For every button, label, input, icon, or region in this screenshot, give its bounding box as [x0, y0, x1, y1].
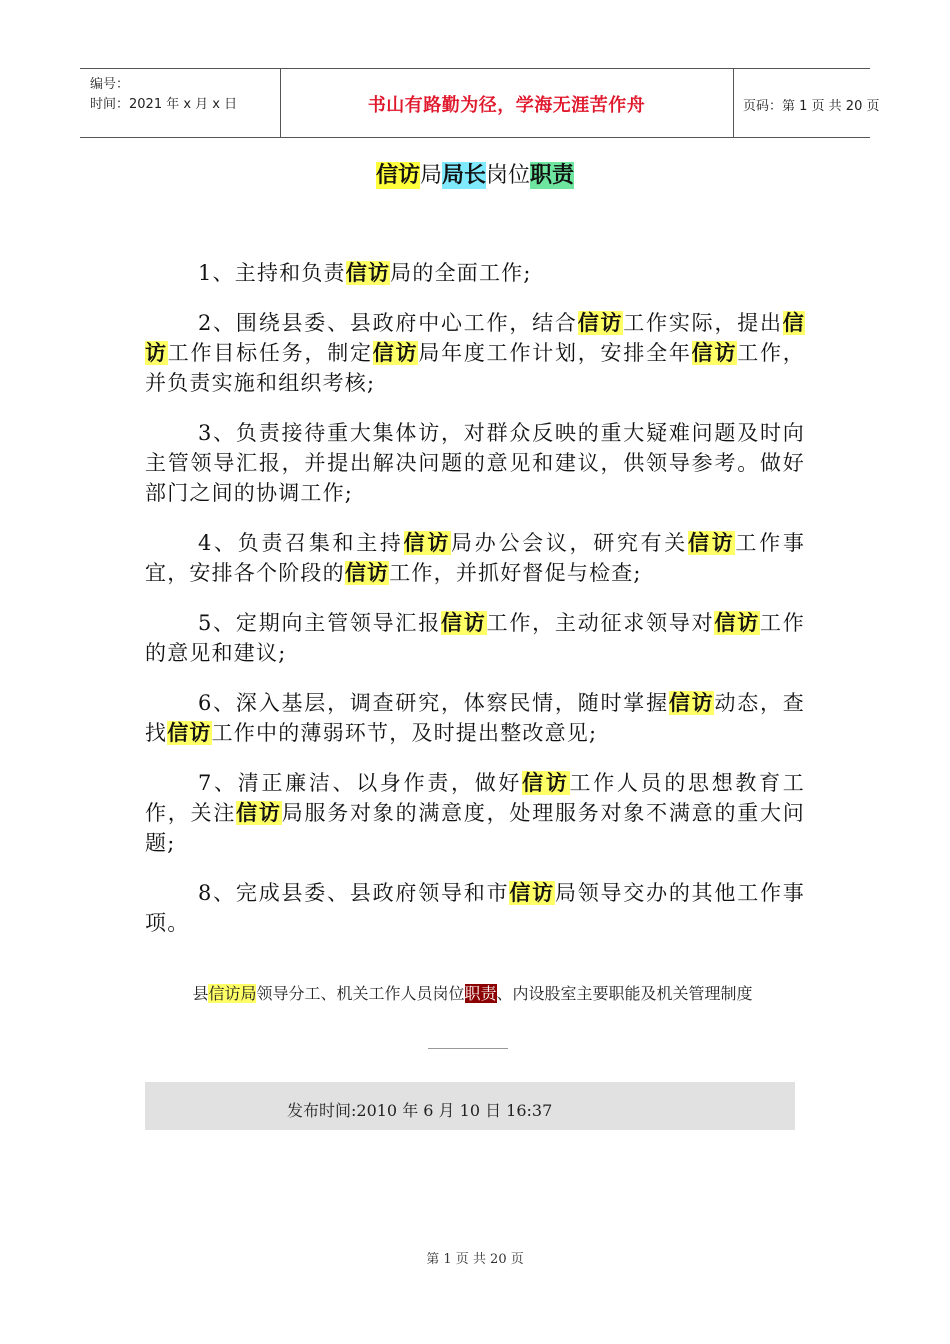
duty-text: 1、主持和负责 [198, 261, 346, 285]
duty-text: 局领导交办的其他工作事项。 [145, 881, 805, 935]
duty-text: 工作目标任务，制定 [167, 341, 373, 365]
caption-highlight-duty: 职责 [464, 984, 497, 1003]
keyword-highlight: 信访 [714, 611, 761, 635]
duty-text: 局服务对象的满意度，处理服务对象不满意的重大问题; [145, 801, 805, 855]
duty-text: 局年度工作计划，安排全年 [418, 341, 692, 365]
duty-text: 工作，并负责实施和组织考核; [145, 341, 805, 395]
header-page-cell [733, 69, 880, 137]
duty-item [145, 608, 805, 668]
duty-item [145, 528, 805, 588]
title-part-1: 信访 [375, 163, 420, 188]
related-article-caption [145, 982, 800, 1006]
publish-time: 发布时间:2010 年 6 月 10 日 16:37 [287, 1101, 553, 1120]
duty-text: 工作人员的思想教育工作，关注 [145, 771, 806, 825]
keyword-highlight: 信访 [403, 531, 452, 555]
publish-time-bar [145, 1082, 795, 1130]
duty-text: 8、完成县委、县政府领导和市 [198, 881, 510, 905]
duty-item [145, 878, 805, 938]
header-motto-cell [280, 69, 734, 137]
caption-suffix: 、内设股室主要职能及机关管理制度 [496, 984, 753, 1003]
title-part-2: 局 [419, 163, 442, 188]
caption-middle: 领导分工、机关工作人员岗位 [256, 984, 465, 1003]
duty-text: 工作的意见和建议; [145, 611, 806, 665]
title-part-3: 局长 [441, 163, 486, 188]
keyword-highlight: 信访 [522, 771, 570, 795]
duty-item [145, 418, 805, 508]
keyword-highlight: 信访 [236, 801, 282, 825]
page-footer: 第 1 页 共 20 页 [426, 1252, 524, 1267]
duty-text: 工作事宜，安排各个阶段的 [145, 531, 806, 585]
header-meta-cell [80, 69, 281, 137]
duty-list [145, 258, 805, 958]
duty-text: 局办公会议，研究有关 [451, 531, 689, 555]
header-page-info: 页码：第 1 页 共 20 页 [743, 99, 880, 114]
keyword-highlight: 信访 [691, 341, 738, 365]
duty-text: 工作，主动征求领导对 [486, 611, 715, 635]
duty-text: 2、围绕县委、县政府中心工作，结合 [198, 311, 578, 335]
page-header [80, 68, 880, 138]
duty-item [145, 308, 805, 398]
keyword-highlight: 信访 [345, 261, 391, 285]
title-part-5: 职责 [530, 163, 575, 188]
caption-highlight-bureau: 信访局 [208, 984, 257, 1003]
document-title [0, 158, 950, 189]
duty-text: 工作中的薄弱环节，及时提出整改意见; [211, 721, 598, 745]
document-number-label: 编号： [90, 77, 130, 92]
duty-text: 工作，并抓好督促与检查; [389, 561, 642, 585]
duty-text: 3、负责接待重大集体访，对群众反映的重大疑难问题及时向主管领导汇报，并提出解决问题的意见和建议，供领导参考。做好部门之间的协调工作; [145, 421, 805, 505]
duty-text: 动态，查找 [145, 691, 805, 745]
keyword-highlight: 信访 [372, 341, 419, 365]
keyword-highlight: 信访 [167, 721, 212, 745]
keyword-highlight: 信访 [441, 611, 487, 635]
duty-text: 5、定期向主管领导汇报 [198, 611, 441, 635]
divider-rule [428, 1048, 508, 1049]
duty-item [145, 688, 805, 748]
caption-prefix: 县 [192, 984, 209, 1003]
keyword-highlight: 信访 [668, 691, 715, 715]
header-motto: 书山有路勤为径，学海无涯苦作舟 [367, 95, 646, 116]
keyword-highlight: 信访 [145, 311, 805, 365]
duty-item [145, 258, 805, 288]
title-part-4: 岗位 [486, 163, 531, 188]
duty-text: 工作实际，提出 [623, 311, 783, 335]
keyword-highlight: 信访 [688, 531, 736, 555]
duty-text: 局的全面工作; [390, 261, 532, 285]
duty-text: 7、清正廉洁、以身作责，做好 [198, 771, 523, 795]
document-date-label: 时间：2021 年 x 月 x 日 [90, 97, 238, 112]
duty-item [145, 768, 805, 858]
keyword-highlight: 信访 [344, 561, 390, 585]
keyword-highlight: 信访 [509, 881, 555, 905]
duty-text: 4、负责召集和主持 [198, 531, 404, 555]
duty-text: 6、深入基层，调查研究，体察民情，随时掌握 [198, 691, 669, 715]
keyword-highlight: 信访 [577, 311, 624, 335]
